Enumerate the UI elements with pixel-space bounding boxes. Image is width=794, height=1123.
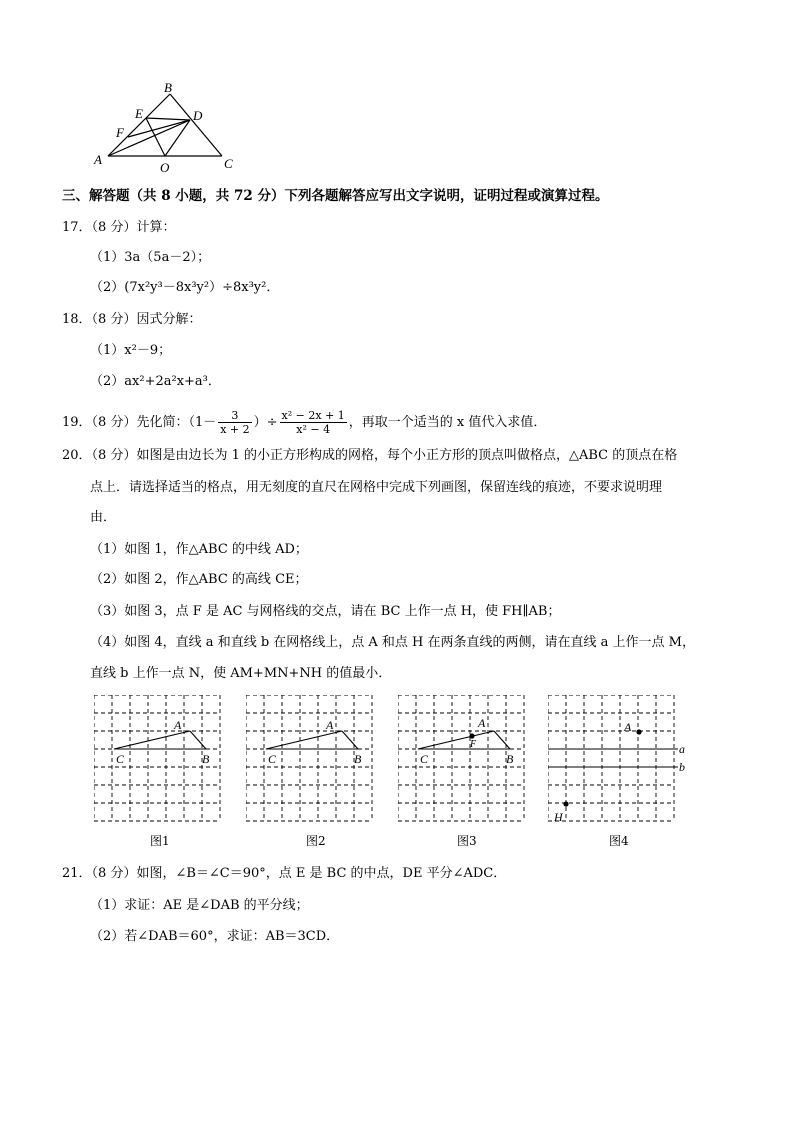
label-a: A [174, 718, 182, 732]
q19-frac2-numerator: x² − 2x + 1 [281, 409, 345, 422]
label-c: C [420, 752, 429, 766]
q21-part1: （1）求证：AE 是∠DAB 的平分线； [90, 898, 309, 913]
label-d: D [193, 108, 203, 123]
label-a: A [624, 720, 632, 734]
point-a [636, 729, 641, 734]
segment-eo [146, 118, 165, 156]
label-e: E [135, 106, 143, 121]
q19-prefix: 19．（8 分）先化简：（1－ [62, 415, 217, 430]
q21-stem: 21．（8 分）如图，∠B＝∠C＝90°，点 E 是 BC 的中点，DE 平分∠ADC． [62, 866, 507, 881]
q20-line2: 点上．请选择适当的格点，用无刻度的直尺在网格中完成下列画图，保留连线的痕迹，不要求说明理 [90, 480, 663, 495]
label-o: O [160, 160, 170, 175]
label-line-a: a [679, 742, 685, 756]
q17-part2: （2）(7x²y³－8x³y²）÷8x³y²． [90, 280, 280, 295]
q20-part1: （1）如图 1，作△ABC 的中线 AD； [90, 542, 308, 557]
q18-part1: （1）x²－9； [90, 343, 172, 358]
grid-figure-2 [246, 695, 376, 825]
q20-line3: 由． [90, 510, 117, 525]
q21-part2: （2）若∠DAB＝60°，求证：AB＝3CD． [90, 929, 340, 944]
q17-stem: 17．（8 分）计算： [62, 220, 176, 235]
caption-figure-4: 图4 [609, 834, 629, 848]
q18-stem: 18．（8 分）因式分解： [62, 312, 202, 327]
q19-fraction-2 [280, 409, 347, 436]
q18-part2: （2）ax²+2a²x+a³． [90, 374, 221, 389]
caption-figure-3: 图3 [457, 834, 477, 848]
label-c: C [116, 752, 125, 766]
segment-ab [494, 731, 510, 749]
label-a: A [326, 718, 334, 732]
label-c: C [268, 752, 277, 766]
q20-part3: （3）如图 3，点 F 是 AC 与网格线的交点，请在 BC 上作一点 H，使 FH∥AB； [90, 604, 561, 619]
q19-frac1-numerator: 3 [218, 409, 251, 423]
segment-ab [342, 731, 358, 749]
segment-ca [114, 731, 190, 749]
segment-ab [190, 731, 206, 749]
label-f: F [470, 739, 477, 750]
grid-figure-3 [398, 695, 528, 825]
q20-line1: 20．（8 分）如图是由边长为 1 的小正方形构成的网格，每个小正方形的顶点叫做格点，△ABC 的顶点在格 [62, 448, 678, 463]
caption-figure-1: 图1 [150, 834, 170, 848]
grid-figure-4 [548, 695, 690, 825]
segment-ed [146, 118, 190, 120]
segment-fd [128, 120, 190, 137]
label-b: B [202, 752, 210, 766]
label-a: A [478, 716, 486, 730]
label-a: A [94, 152, 102, 167]
q20-part4-line2: 直线 b 上作一点 N，使 AM+MN+NH 的值最小． [90, 666, 392, 681]
segment-ca [418, 731, 494, 749]
q19-frac2-denominator: x² − 4 [296, 423, 331, 436]
point-f [469, 733, 474, 738]
q20-part4-line1: （4）如图 4，直线 a 和直线 b 在网格线上，点 A 和点 H 在两条直线的两侧，请在直线 a 上作一点 M， [90, 635, 695, 650]
label-c: C [224, 156, 233, 171]
point-h [563, 801, 568, 806]
label-f: F [116, 125, 124, 140]
grid-figure-1 [94, 695, 224, 825]
label-b: B [354, 752, 362, 766]
q19-line [62, 408, 546, 438]
q19-fraction-1 [218, 409, 251, 436]
segment-ca [266, 731, 342, 749]
q19-mid: ）÷ [253, 415, 278, 430]
label-h: H [554, 810, 563, 824]
q20-part2: （2）如图 2，作△ABC 的高线 CE； [90, 572, 308, 587]
caption-figure-2: 图2 [306, 834, 326, 848]
q19-suffix: ，再取一个适当的 x 值代入求值． [348, 415, 547, 430]
label-line-b: b [679, 760, 685, 774]
q19-frac1-denominator: x + 2 [220, 423, 250, 436]
q17-part1: （1）3a（5a－2）； [90, 250, 211, 265]
section-heading: 三、解答题（共 8 小题，共 72 分）下列各题解答应写出文字说明，证明过程或演算过程。 [62, 188, 609, 204]
label-b: B [164, 80, 172, 95]
label-b: B [506, 752, 514, 766]
triangle-figure [90, 80, 250, 180]
